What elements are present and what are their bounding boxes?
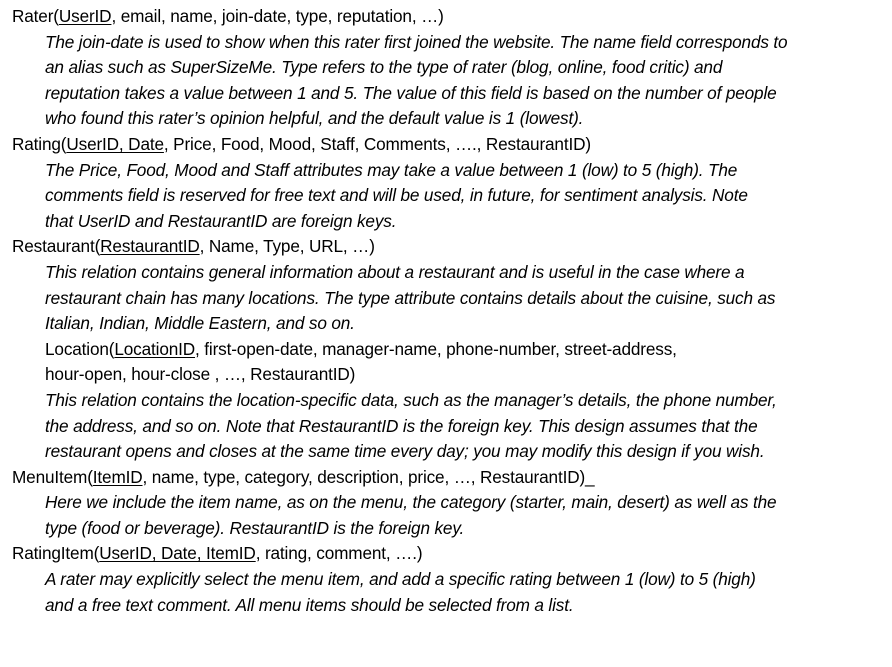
restaurant-schema — [12, 234, 887, 260]
primary-key: RestaurantID — [100, 236, 200, 257]
attribute-list: , Price, Food, Mood, Staff, Comments, …., RestaurantID) — [163, 133, 591, 154]
ratingitem-description-line: and a free text comment. All menu items should be selected from a list. — [45, 594, 574, 615]
relation-name: RatingItem( — [12, 543, 100, 564]
rating-description-line: The Price, Food, Mood and Staff attributes may take a value between 1 (low) to 5 (high). The — [45, 159, 738, 180]
location-description-line: restaurant opens and closes at the same time every day; you may modify this design if you wish. — [45, 441, 765, 462]
primary-key: UserID — [58, 6, 112, 26]
ratingitem-description-line: A rater may explicitly select the menu item, and add a specific rating between 1 (low) to 5 (high) — [45, 569, 756, 590]
rating-description-line: comments field is reserved for free text and will be used, in future, for sentiment analysis. Note — [45, 185, 748, 206]
primary-key: UserID, Date, ItemID — [99, 543, 256, 564]
restaurant-description-line: This relation contains general information about a restaurant and is useful in the case where a — [45, 261, 745, 282]
attribute-list: , first-open-date, manager-name, phone-number, street-address, — [195, 338, 677, 359]
rater-description-line: who found this rater’s opinion helpful, and the default value is 1 (lowest). — [45, 108, 584, 129]
rater-schema — [12, 4, 887, 30]
restaurant-description-line: Italian, Indian, Middle Eastern, and so on. — [45, 313, 355, 334]
relation-name: Restaurant( — [12, 236, 101, 257]
primary-key: LocationID — [114, 338, 196, 359]
relation-name: Rater( — [12, 6, 59, 26]
location-schema — [12, 337, 887, 363]
menuitem-schema — [12, 465, 887, 491]
rating-schema — [12, 132, 887, 158]
relation-name: Location( — [45, 338, 115, 359]
ratingitem-schema — [12, 541, 887, 567]
document-body — [12, 4, 887, 618]
attribute-list: , email, name, join-date, type, reputation, …) — [111, 6, 444, 26]
rater-description-line: reputation takes a value between 1 and 5. The value of this field is based on the number of people — [45, 82, 777, 103]
attribute-list: , name, type, category, description, price, …, RestaurantID)_ — [142, 466, 595, 487]
rater-description-line: The join-date is used to show when this rater first joined the website. The name field corresponds to — [45, 31, 788, 52]
relation-name: MenuItem( — [12, 466, 93, 487]
menuitem-description-line: Here we include the item name, as on the menu, the category (starter, main, desert) as well as the — [45, 492, 777, 513]
attribute-list: , Name, Type, URL, …) — [199, 236, 375, 257]
menuitem-description-line: type (food or beverage). RestaurantID is the foreign key. — [45, 517, 465, 538]
primary-key: ItemID — [92, 466, 143, 487]
rating-description-line: that UserID and RestaurantID are foreign keys. — [45, 210, 397, 231]
attribute-list: , rating, comment, ….) — [255, 543, 423, 564]
relation-name: Rating( — [12, 133, 67, 154]
rater-description-line: an alias such as SuperSizeMe. Type refers to the type of rater (blog, online, food critic) and — [45, 57, 723, 78]
primary-key: UserID, Date — [66, 133, 164, 154]
location-schema-continued: hour-open, hour-close , …, RestaurantID) — [45, 364, 356, 385]
restaurant-description-line: restaurant chain has many locations. The type attribute contains details about the cuisine, such as — [45, 287, 776, 308]
location-description-line: This relation contains the location-specific data, such as the manager’s details, the phone number, — [45, 389, 777, 410]
location-description-line: the address, and so on. Note that RestaurantID is the foreign key. This design assumes that the — [45, 415, 758, 436]
